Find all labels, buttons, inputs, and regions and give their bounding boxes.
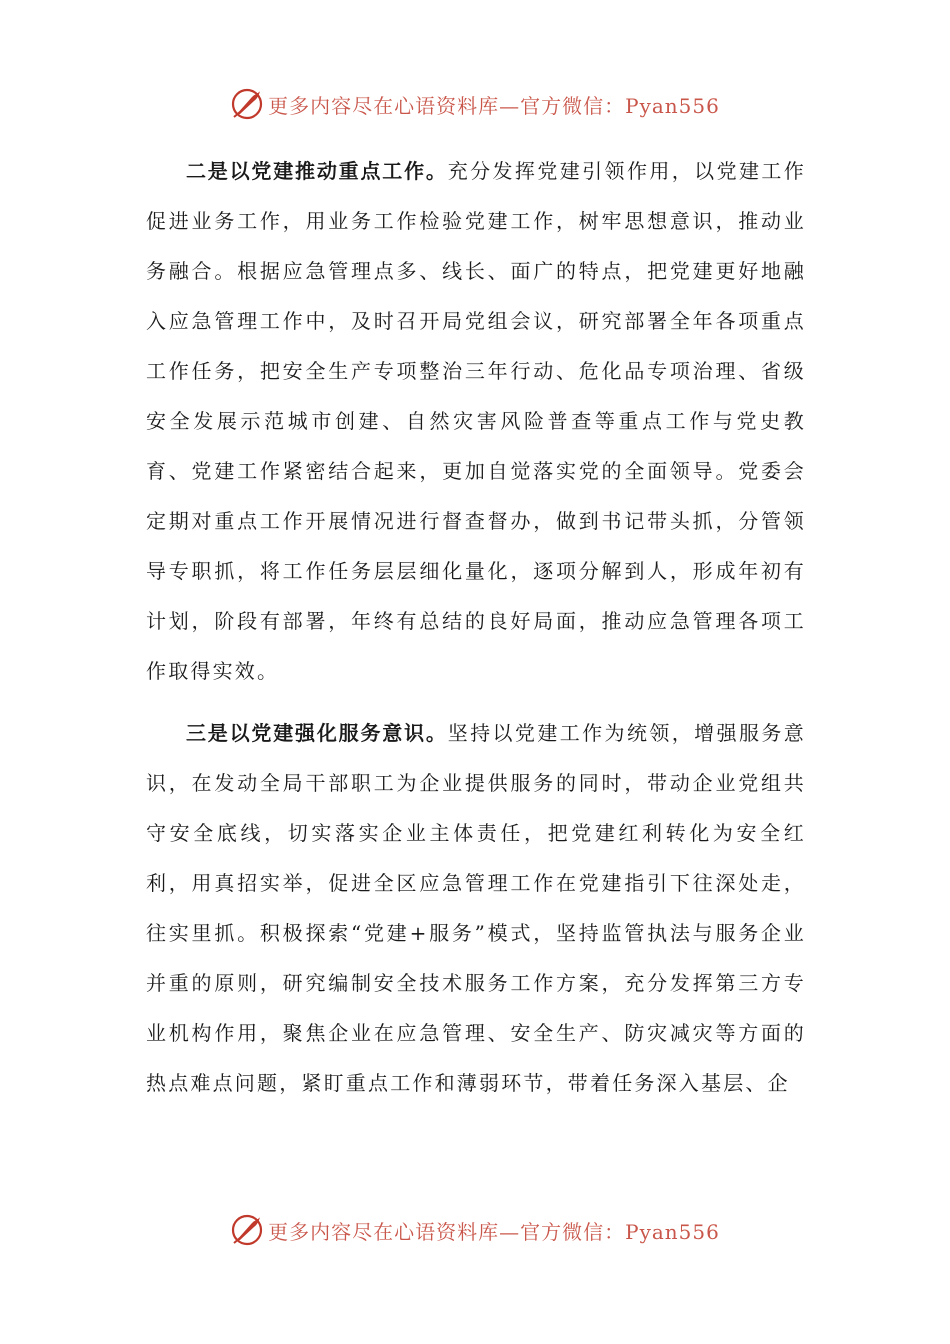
quill-pen-logo-icon — [230, 1213, 264, 1247]
paragraph-body-text: 坚持以党建工作为统领，增强服务意识，在发动全局干部职工为企业提供服务的同时，带动企业党组共守安全底线，切实落实企业主体责任，把党建红利转化为安全红利，用真招实举，促进全区应急管理工作在党建指引下往深处走，往实里抓。积极探索“党建+服务”模式，坚持监管执法与服务企业并重的原则，研究编制安全技术服务工作方案，充分发挥第三方专业机构作用，聚焦企业在应急管理、安全生产、防灾减灾等方面的热点难点问题，紧盯重点工作和薄弱环节，带着任务深入基层、企 — [146, 721, 806, 1095]
watermark-text: 更多内容尽在心语资料库—官方微信：Pyan556 — [268, 1219, 720, 1244]
paragraph-body-text: 充分发挥党建引领作用，以党建工作促进业务工作，用业务工作检验党建工作，树牢思想意识，推动业务融合。根据应急管理点多、线长、面广的特点，把党建更好地融入应急管理工作中，及时召开局党组会议，研究部署全年各项重点工作任务，把安全生产专项整治三年行动、危化品专项治理、省级安全发展示范城市创建、自然灾害风险普查等重点工作与党史教育、党建工作紧密结合起来，更加自觉落实党的全面领导。党委会定期对重点工作开展情况进行督查督办，做到书记带头抓，分管领导专职抓，将工作任务层层细化量化，逐项分解到人，形成年初有计划，阶段有部署，年终有总结的良好局面，推动应急管理各项工作取得实效。 — [146, 159, 806, 683]
paragraph-service-awareness — [146, 708, 806, 1108]
paragraph-key-work — [146, 146, 806, 696]
paragraph-lead-heading: 三是以党建强化服务意识。 — [186, 721, 448, 745]
footer-watermark-banner — [0, 1208, 950, 1252]
watermark-text: 更多内容尽在心语资料库—官方微信：Pyan556 — [268, 93, 720, 118]
paragraph-lead-heading: 二是以党建推动重点工作。 — [186, 159, 448, 183]
quill-pen-logo-icon — [230, 87, 264, 121]
header-watermark-banner — [0, 82, 950, 126]
document-body — [146, 146, 806, 1108]
